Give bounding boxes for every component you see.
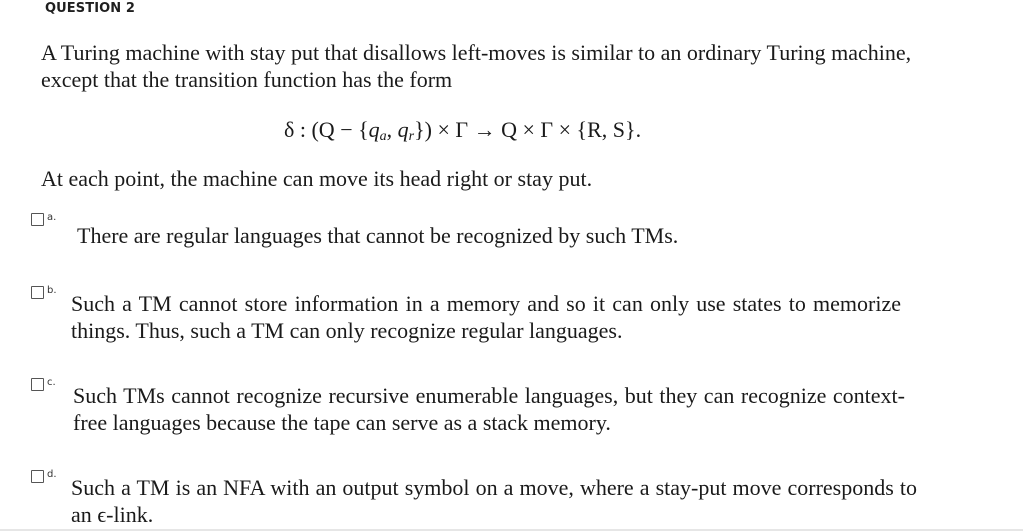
- answer-checkbox-b[interactable]: [31, 286, 44, 299]
- option-text-d[interactable]: Such a TM is an NFA with an output symbol on a move, where a stay-put move corresponds to an ϵ-link.: [71, 475, 917, 527]
- question-note: At each point, the machine can move its head right or stay put.: [41, 166, 593, 191]
- option-letter-b: b.: [47, 285, 57, 296]
- option-text-c[interactable]: Such TMs cannot recognize recursive enumerable languages, but they can recognize context-free languages because the tape can serve as a stack memory.: [73, 383, 905, 435]
- option-letter-d: d.: [47, 469, 57, 480]
- formula-comma: ,: [386, 117, 398, 142]
- transition-formula: [284, 116, 641, 143]
- option-text-a[interactable]: There are regular languages that cannot be recognized by such TMs.: [77, 223, 679, 248]
- answer-checkbox-a[interactable]: [31, 213, 44, 226]
- question-header: QUESTION 2: [45, 1, 136, 16]
- option-letter-a: a.: [47, 212, 57, 223]
- formula-lead: δ : (Q − {: [284, 117, 369, 142]
- answer-checkbox-c[interactable]: [31, 378, 44, 391]
- question-intro: A Turing machine with stay put that disallows left-moves is similar to an ordinary Turing machine, except that the transition function has the form: [41, 40, 912, 92]
- option-letter-c: c.: [47, 377, 56, 388]
- formula-q-accept-sub: a: [379, 129, 387, 144]
- formula-q-reject: q: [397, 117, 409, 142]
- answer-checkbox-d[interactable]: [31, 470, 44, 483]
- option-text-b[interactable]: Such a TM cannot store information in a memory and so it can only use states to memorize things. Thus, such a TM can only recognize regular languages.: [71, 291, 901, 343]
- formula-tail: }) × Γ → Q × Γ × {R, S}.: [414, 117, 642, 142]
- formula-q-reject-sub: r: [408, 129, 415, 144]
- formula-q-accept: q: [368, 117, 380, 142]
